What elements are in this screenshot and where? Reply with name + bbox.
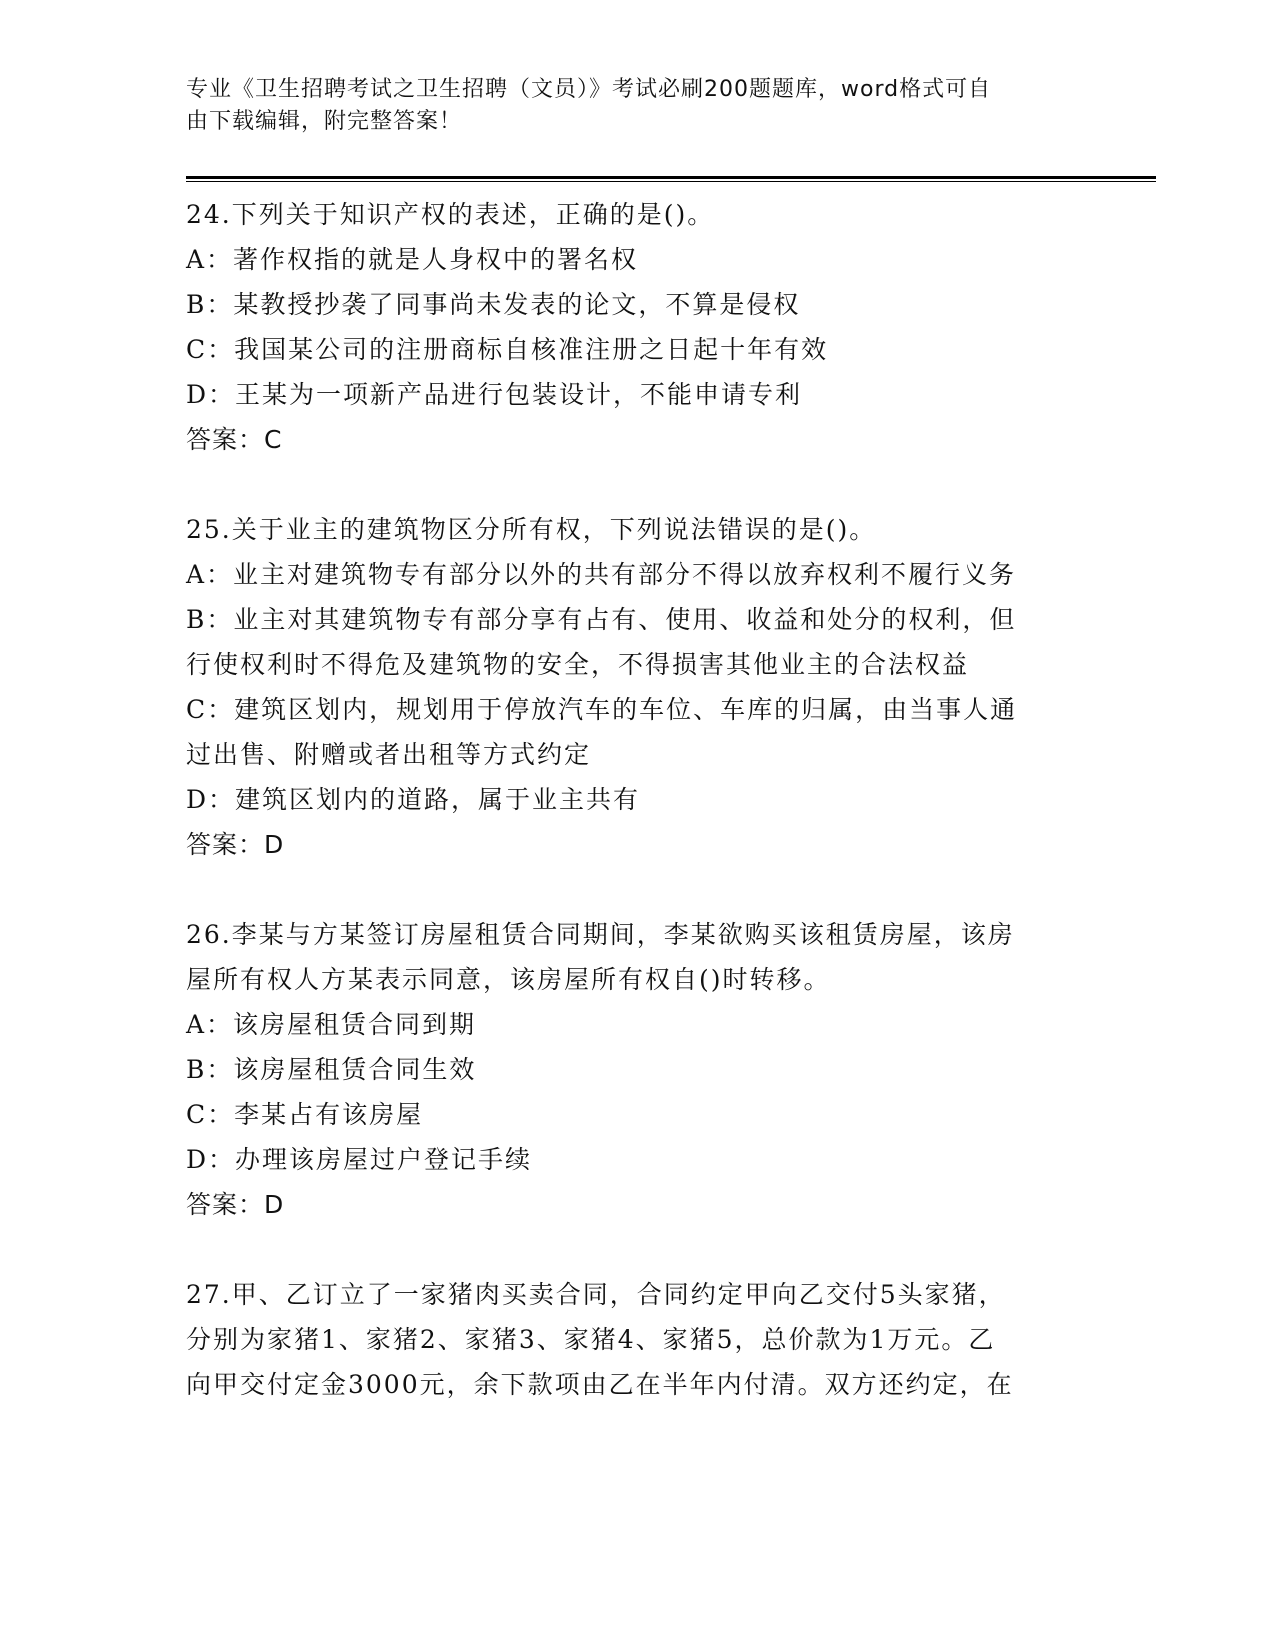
option-b-continued: 行使权利时不得危及建筑物的安全，不得损害其他业主的合法权益 (186, 650, 970, 679)
option-c-continued: 过出售、附赠或者出租等方式约定 (186, 740, 592, 769)
option-a: A：著作权指的就是人身权中的署名权 (186, 245, 639, 274)
header-rule-thick (186, 176, 1156, 179)
option-b: B：某教授抄袭了同事尚未发表的论文，不算是侵权 (186, 290, 801, 319)
question-stem-continued: 屋所有权人方某表示同意，该房屋所有权自()时转移。 (186, 965, 831, 994)
option-c: C：建筑区划内，规划用于停放汽车的车位、车库的归属，由当事人通 (186, 695, 1018, 724)
header-rule-thin (186, 181, 1156, 182)
option-d: D：王某为一项新产品进行包装设计，不能申请专利 (186, 380, 803, 409)
answer-line: 答案：D (186, 830, 285, 859)
option-c: C：我国某公司的注册商标自核准注册之日起十年有效 (186, 335, 829, 364)
option-a: A：该房屋租赁合同到期 (186, 1010, 477, 1039)
answer-line: 答案：D (186, 1190, 285, 1219)
question-25 (186, 507, 1086, 867)
question-stem: 26.李某与方某签订房屋租赁合同期间，李某欲购买该租赁房屋，该房 (186, 920, 1015, 949)
document-header (186, 74, 1066, 138)
option-b: B：该房屋租赁合同生效 (186, 1055, 477, 1084)
answer-line: 答案：C (186, 425, 283, 454)
option-c: C：李某占有该房屋 (186, 1100, 424, 1129)
question-list (186, 192, 1086, 1452)
header-line-1: 专业《卫生招聘考试之卫生招聘（文员）》考试必刷200题题库，word格式可自 (186, 77, 992, 102)
question-stem-continued: 分别为家猪1、家猪2、家猪3、家猪4、家猪5，总价款为1万元。乙 (186, 1325, 996, 1354)
option-d: D：建筑区划内的道路，属于业主共有 (186, 785, 641, 814)
question-26 (186, 912, 1086, 1227)
question-stem-continued: 向甲交付定金3000元，余下款项由乙在半年内付清。双方还约定，在 (186, 1370, 1014, 1399)
question-stem: 24.下列关于知识产权的表述，正确的是()。 (186, 200, 715, 229)
question-stem: 27.甲、乙订立了一家猪肉买卖合同，合同约定甲向乙交付5头家猪， (186, 1280, 1006, 1309)
option-b: B：业主对其建筑物专有部分享有占有、使用、收益和处分的权利，但 (186, 605, 1017, 634)
question-stem: 25.关于业主的建筑物区分所有权，下列说法错误的是()。 (186, 515, 877, 544)
option-a: A：业主对建筑物专有部分以外的共有部分不得以放弃权利不履行义务 (186, 560, 1017, 589)
question-27 (186, 1272, 1086, 1407)
question-24 (186, 192, 1086, 462)
header-line-2: 由下载编辑，附完整答案！ (186, 109, 463, 134)
option-d: D：办理该房屋过户登记手续 (186, 1145, 533, 1174)
